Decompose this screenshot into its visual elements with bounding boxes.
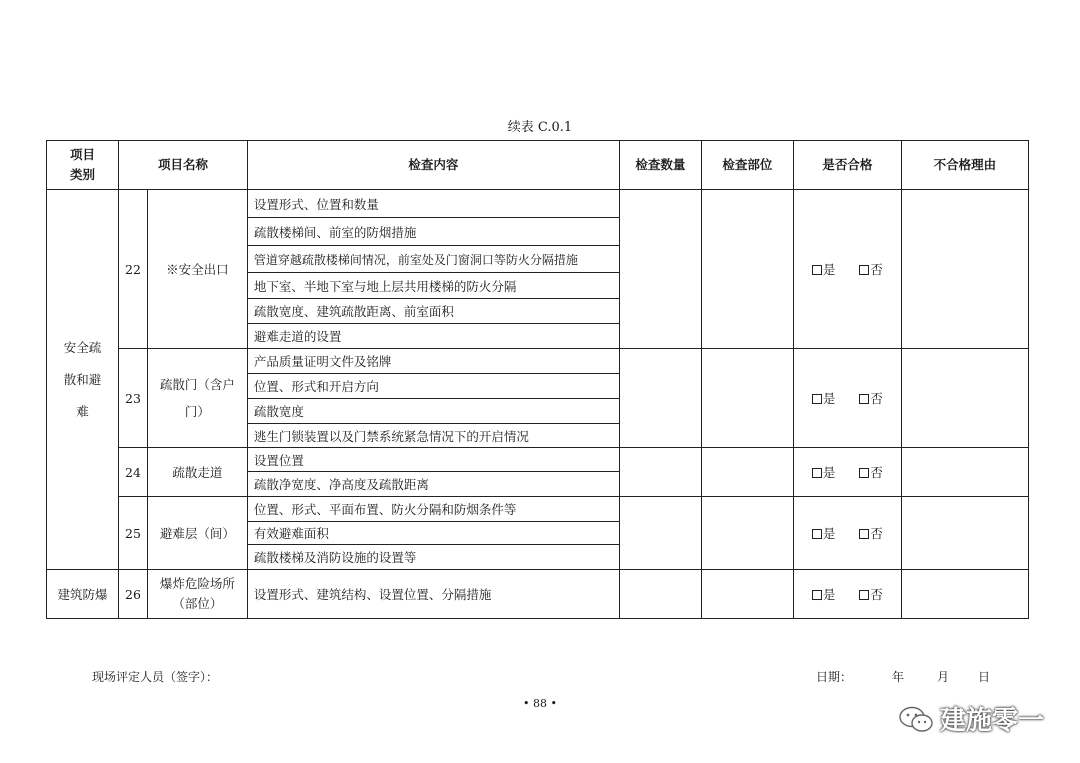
inspection-table	[46, 140, 1029, 619]
content-cell: 疏散宽度	[247, 399, 619, 424]
no-label: 否	[870, 391, 883, 406]
pass-cell	[793, 448, 901, 497]
header-quantity: 检查数量	[619, 141, 701, 190]
no-option[interactable]	[859, 524, 883, 542]
table-row	[47, 448, 1029, 472]
item-number: 26	[119, 570, 148, 619]
checkbox-icon	[859, 529, 869, 539]
checkbox-icon	[812, 394, 822, 404]
reason-cell[interactable]	[901, 448, 1028, 497]
yes-label: 是	[822, 465, 836, 480]
item-name: 避难层（间）	[147, 497, 247, 570]
table-row	[47, 190, 1029, 218]
item-name: ※安全出口	[147, 190, 247, 349]
quantity-cell[interactable]	[619, 190, 701, 349]
no-label: 否	[870, 587, 883, 602]
quantity-cell[interactable]	[619, 349, 701, 448]
checkbox-icon	[859, 590, 869, 600]
content-cell: 地下室、半地下室与地上层共用楼梯的防火分隔	[247, 273, 619, 299]
pass-cell	[793, 190, 901, 349]
content-cell: 避难走道的设置	[247, 324, 619, 349]
content-cell: 管道穿越疏散楼梯间情况，前室处及门窗洞口等防火分隔措施	[247, 246, 619, 273]
no-option[interactable]	[859, 463, 883, 481]
no-option[interactable]	[859, 389, 883, 407]
yes-label: 是	[822, 587, 836, 602]
location-cell[interactable]	[701, 190, 793, 349]
watermark	[898, 700, 1044, 737]
date-day: 日	[978, 670, 991, 684]
content-cell: 位置、形式和开启方向	[247, 374, 619, 399]
quantity-cell[interactable]	[619, 570, 701, 619]
checkbox-icon	[812, 468, 822, 478]
content-cell: 设置形式、位置和数量	[247, 190, 619, 218]
item-number: 22	[119, 190, 148, 349]
pass-cell	[793, 497, 901, 570]
no-label: 否	[870, 526, 883, 541]
item-number: 23	[119, 349, 148, 448]
header-category: 项目类别	[47, 141, 119, 190]
content-cell: 设置形式、建筑结构、设置位置、分隔措施	[247, 570, 619, 619]
content-cell: 疏散宽度、建筑疏散距离、前室面积	[247, 299, 619, 324]
item-name: 疏散走道	[147, 448, 247, 497]
table-row	[47, 570, 1029, 619]
item-name: 爆炸危险场所（部位）	[147, 570, 247, 619]
no-label: 否	[870, 465, 883, 480]
reason-cell[interactable]	[901, 349, 1028, 448]
category-cell: 安全疏散和避难	[47, 190, 119, 570]
inspector-signature-label: 现场评定人员（签字）：	[92, 670, 219, 684]
header-location: 检查部位	[701, 141, 793, 190]
item-name: 疏散门（含户门）	[147, 349, 247, 448]
pass-cell	[793, 349, 901, 448]
date-year: 年	[892, 670, 905, 684]
content-cell: 设置位置	[247, 448, 619, 472]
reason-cell[interactable]	[901, 497, 1028, 570]
quantity-cell[interactable]	[619, 497, 701, 570]
quantity-cell[interactable]	[619, 448, 701, 497]
header-content: 检查内容	[247, 141, 619, 190]
pass-cell	[793, 570, 901, 619]
content-cell: 疏散楼梯及消防设施的设置等	[247, 545, 619, 570]
checkbox-icon	[859, 468, 869, 478]
header-row	[47, 141, 1029, 190]
category-cell: 建筑防爆	[47, 570, 119, 619]
checkbox-icon	[859, 394, 869, 404]
yes-option[interactable]	[812, 463, 836, 481]
no-label: 否	[870, 262, 883, 277]
date-month: 月	[937, 670, 950, 684]
wechat-icon	[898, 705, 934, 733]
content-cell: 产品质量证明文件及铭牌	[247, 349, 619, 374]
yes-option[interactable]	[812, 389, 836, 407]
header-reason: 不合格理由	[901, 141, 1028, 190]
reason-cell[interactable]	[901, 570, 1028, 619]
header-name: 项目名称	[119, 141, 248, 190]
checkbox-icon	[812, 590, 822, 600]
page-number: • 88 •	[523, 697, 557, 710]
checkbox-icon	[812, 529, 822, 539]
content-cell: 逃生门锁装置以及门禁系统紧急情况下的开启情况	[247, 424, 619, 448]
content-cell: 疏散净宽度、净高度及疏散距离	[247, 472, 619, 497]
yes-label: 是	[822, 526, 836, 541]
no-option[interactable]	[859, 585, 883, 603]
no-option[interactable]	[859, 260, 883, 278]
content-cell: 疏散楼梯间、前室的防烟措施	[247, 218, 619, 246]
location-cell[interactable]	[701, 570, 793, 619]
location-cell[interactable]	[701, 497, 793, 570]
yes-option[interactable]	[812, 524, 836, 542]
content-cell: 位置、形式、平面布置、防火分隔和防烟条件等	[247, 497, 619, 522]
reason-cell[interactable]	[901, 190, 1028, 349]
item-number: 24	[119, 448, 148, 497]
yes-option[interactable]	[812, 585, 836, 603]
table-row	[47, 497, 1029, 522]
location-cell[interactable]	[701, 448, 793, 497]
checkbox-icon	[812, 265, 822, 275]
checkbox-icon	[859, 265, 869, 275]
table-row	[47, 349, 1029, 374]
yes-label: 是	[822, 262, 836, 277]
item-number: 25	[119, 497, 148, 570]
date-label: 日期：	[816, 670, 853, 684]
location-cell[interactable]	[701, 349, 793, 448]
watermark-text: 建施零一	[940, 706, 1045, 736]
table-caption: 续表 C.0.1	[507, 120, 573, 135]
yes-label: 是	[822, 391, 836, 406]
content-cell: 有效避难面积	[247, 522, 619, 545]
yes-option[interactable]	[812, 260, 836, 278]
header-pass: 是否合格	[793, 141, 901, 190]
